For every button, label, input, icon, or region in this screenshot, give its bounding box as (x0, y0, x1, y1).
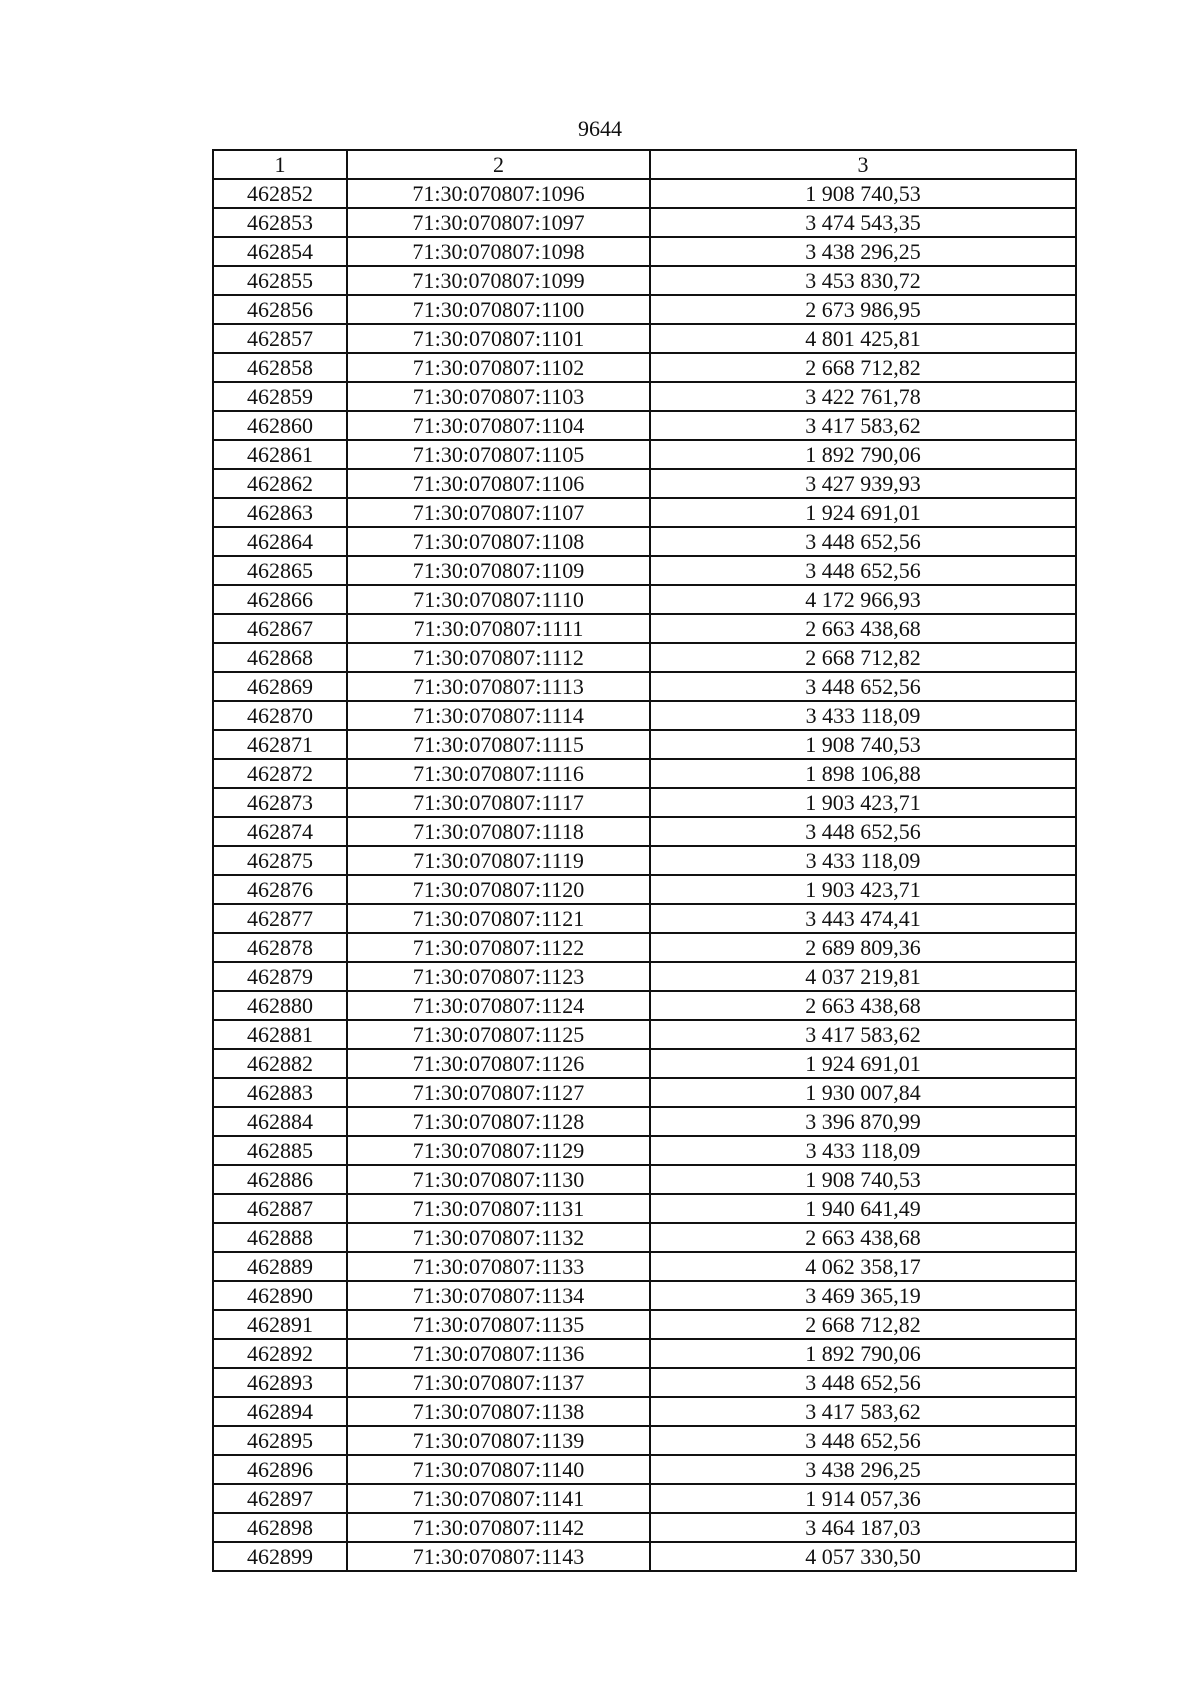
cell-row-number: 462876 (213, 875, 347, 904)
cell-cadastral-value: 1 898 106,88 (650, 759, 1076, 788)
cell-row-number: 462860 (213, 411, 347, 440)
table-row (213, 846, 1076, 875)
cell-row-number: 462884 (213, 1107, 347, 1136)
cell-row-number: 462864 (213, 527, 347, 556)
cell-cadastral-number: 71:30:070807:1113 (347, 672, 650, 701)
table-row (213, 1165, 1076, 1194)
cell-cadastral-value: 1 903 423,71 (650, 788, 1076, 817)
cell-cadastral-value: 3 448 652,56 (650, 1368, 1076, 1397)
cell-row-number: 462891 (213, 1310, 347, 1339)
cell-cadastral-number: 71:30:070807:1135 (347, 1310, 650, 1339)
cell-cadastral-value: 2 673 986,95 (650, 295, 1076, 324)
cell-cadastral-value: 2 668 712,82 (650, 643, 1076, 672)
cell-cadastral-number: 71:30:070807:1109 (347, 556, 650, 585)
cell-cadastral-number: 71:30:070807:1134 (347, 1281, 650, 1310)
table-row (213, 1107, 1076, 1136)
cell-cadastral-number: 71:30:070807:1103 (347, 382, 650, 411)
cell-cadastral-value: 1 940 641,49 (650, 1194, 1076, 1223)
cell-cadastral-value: 1 908 740,53 (650, 179, 1076, 208)
table-row (213, 1049, 1076, 1078)
cell-cadastral-number: 71:30:070807:1124 (347, 991, 650, 1020)
cell-cadastral-value: 3 433 118,09 (650, 1136, 1076, 1165)
cell-row-number: 462854 (213, 237, 347, 266)
cell-cadastral-number: 71:30:070807:1104 (347, 411, 650, 440)
table-row (213, 324, 1076, 353)
cell-cadastral-number: 71:30:070807:1098 (347, 237, 650, 266)
table-body (213, 179, 1076, 1571)
table-row (213, 1426, 1076, 1455)
cell-cadastral-value: 2 663 438,68 (650, 1223, 1076, 1252)
cell-cadastral-number: 71:30:070807:1136 (347, 1339, 650, 1368)
cell-cadastral-number: 71:30:070807:1128 (347, 1107, 650, 1136)
cell-row-number: 462870 (213, 701, 347, 730)
table-row (213, 1368, 1076, 1397)
cell-cadastral-number: 71:30:070807:1125 (347, 1020, 650, 1049)
table-row (213, 1455, 1076, 1484)
cell-cadastral-number: 71:30:070807:1107 (347, 498, 650, 527)
cell-row-number: 462887 (213, 1194, 347, 1223)
cell-row-number: 462897 (213, 1484, 347, 1513)
cell-cadastral-number: 71:30:070807:1111 (347, 614, 650, 643)
table-row (213, 933, 1076, 962)
cell-cadastral-value: 1 924 691,01 (650, 1049, 1076, 1078)
cell-cadastral-number: 71:30:070807:1108 (347, 527, 650, 556)
table-row (213, 1252, 1076, 1281)
cell-row-number: 462878 (213, 933, 347, 962)
cadastral-value-table (212, 149, 1077, 1572)
cell-cadastral-value: 4 057 330,50 (650, 1542, 1076, 1571)
table-row (213, 1078, 1076, 1107)
cell-cadastral-number: 71:30:070807:1120 (347, 875, 650, 904)
cell-cadastral-value: 2 668 712,82 (650, 353, 1076, 382)
table-row (213, 788, 1076, 817)
cell-row-number: 462866 (213, 585, 347, 614)
cell-cadastral-value: 3 438 296,25 (650, 237, 1076, 266)
table-row (213, 498, 1076, 527)
column-header-cadastral-number: 2 (347, 150, 650, 179)
cell-cadastral-number: 71:30:070807:1139 (347, 1426, 650, 1455)
cell-row-number: 462867 (213, 614, 347, 643)
cell-cadastral-number: 71:30:070807:1101 (347, 324, 650, 353)
table-row (213, 904, 1076, 933)
cell-cadastral-number: 71:30:070807:1127 (347, 1078, 650, 1107)
table-row (213, 817, 1076, 846)
table-row (213, 759, 1076, 788)
cell-cadastral-value: 3 453 830,72 (650, 266, 1076, 295)
cell-cadastral-value: 2 668 712,82 (650, 1310, 1076, 1339)
cell-row-number: 462885 (213, 1136, 347, 1165)
cell-cadastral-value: 3 427 939,93 (650, 469, 1076, 498)
table-row (213, 701, 1076, 730)
cell-cadastral-number: 71:30:070807:1123 (347, 962, 650, 991)
table-row (213, 875, 1076, 904)
cell-cadastral-number: 71:30:070807:1142 (347, 1513, 650, 1542)
cell-cadastral-value: 1 914 057,36 (650, 1484, 1076, 1513)
table-header-row (213, 150, 1076, 179)
cell-cadastral-value: 3 448 652,56 (650, 527, 1076, 556)
table-row (213, 440, 1076, 469)
cell-row-number: 462889 (213, 1252, 347, 1281)
cell-row-number: 462888 (213, 1223, 347, 1252)
cell-cadastral-value: 3 448 652,56 (650, 817, 1076, 846)
cell-cadastral-value: 2 663 438,68 (650, 614, 1076, 643)
cell-row-number: 462872 (213, 759, 347, 788)
table-row (213, 585, 1076, 614)
table-row (213, 382, 1076, 411)
cell-cadastral-number: 71:30:070807:1106 (347, 469, 650, 498)
cell-row-number: 462881 (213, 1020, 347, 1049)
cell-cadastral-number: 71:30:070807:1137 (347, 1368, 650, 1397)
cell-cadastral-number: 71:30:070807:1116 (347, 759, 650, 788)
cell-row-number: 462853 (213, 208, 347, 237)
table-row (213, 991, 1076, 1020)
cell-cadastral-number: 71:30:070807:1118 (347, 817, 650, 846)
cell-cadastral-number: 71:30:070807:1130 (347, 1165, 650, 1194)
cell-cadastral-value: 4 037 219,81 (650, 962, 1076, 991)
table-row (213, 266, 1076, 295)
cell-cadastral-value: 1 892 790,06 (650, 440, 1076, 469)
cell-cadastral-value: 3 474 543,35 (650, 208, 1076, 237)
cell-cadastral-value: 3 396 870,99 (650, 1107, 1076, 1136)
cell-row-number: 462890 (213, 1281, 347, 1310)
table-row (213, 1223, 1076, 1252)
cell-row-number: 462855 (213, 266, 347, 295)
cell-cadastral-value: 3 417 583,62 (650, 1020, 1076, 1049)
table-row (213, 237, 1076, 266)
table-row (213, 962, 1076, 991)
cell-row-number: 462896 (213, 1455, 347, 1484)
cell-cadastral-number: 71:30:070807:1140 (347, 1455, 650, 1484)
table-row (213, 179, 1076, 208)
table-row (213, 353, 1076, 382)
cell-cadastral-value: 3 417 583,62 (650, 1397, 1076, 1426)
cell-row-number: 462862 (213, 469, 347, 498)
table-row (213, 643, 1076, 672)
table-row (213, 672, 1076, 701)
cell-row-number: 462871 (213, 730, 347, 759)
cell-cadastral-number: 71:30:070807:1112 (347, 643, 650, 672)
cell-cadastral-number: 71:30:070807:1097 (347, 208, 650, 237)
table-row (213, 295, 1076, 324)
table-row (213, 556, 1076, 585)
cell-cadastral-number: 71:30:070807:1129 (347, 1136, 650, 1165)
cell-cadastral-value: 1 908 740,53 (650, 730, 1076, 759)
table-row (213, 1136, 1076, 1165)
cell-row-number: 462874 (213, 817, 347, 846)
cell-cadastral-number: 71:30:070807:1121 (347, 904, 650, 933)
cell-row-number: 462892 (213, 1339, 347, 1368)
cell-row-number: 462883 (213, 1078, 347, 1107)
cell-cadastral-value: 4 062 358,17 (650, 1252, 1076, 1281)
cell-row-number: 462868 (213, 643, 347, 672)
cell-row-number: 462865 (213, 556, 347, 585)
cell-cadastral-value: 1 908 740,53 (650, 1165, 1076, 1194)
cell-row-number: 462898 (213, 1513, 347, 1542)
cell-row-number: 462882 (213, 1049, 347, 1078)
cell-cadastral-value: 3 464 187,03 (650, 1513, 1076, 1542)
cell-cadastral-value: 3 443 474,41 (650, 904, 1076, 933)
table-row (213, 1310, 1076, 1339)
cell-row-number: 462899 (213, 1542, 347, 1571)
cell-cadastral-number: 71:30:070807:1126 (347, 1049, 650, 1078)
cell-cadastral-value: 3 438 296,25 (650, 1455, 1076, 1484)
cell-cadastral-number: 71:30:070807:1122 (347, 933, 650, 962)
cell-cadastral-value: 1 924 691,01 (650, 498, 1076, 527)
cell-cadastral-number: 71:30:070807:1099 (347, 266, 650, 295)
cell-cadastral-number: 71:30:070807:1110 (347, 585, 650, 614)
cell-cadastral-value: 2 663 438,68 (650, 991, 1076, 1020)
cell-cadastral-number: 71:30:070807:1131 (347, 1194, 650, 1223)
table-row (213, 1020, 1076, 1049)
cell-cadastral-number: 71:30:070807:1102 (347, 353, 650, 382)
cell-row-number: 462895 (213, 1426, 347, 1455)
cell-row-number: 462856 (213, 295, 347, 324)
column-header-value: 3 (650, 150, 1076, 179)
cell-cadastral-value: 1 903 423,71 (650, 875, 1076, 904)
table-row (213, 1281, 1076, 1310)
cell-cadastral-number: 71:30:070807:1143 (347, 1542, 650, 1571)
cell-cadastral-number: 71:30:070807:1138 (347, 1397, 650, 1426)
table-row (213, 730, 1076, 759)
cell-row-number: 462858 (213, 353, 347, 382)
table-row (213, 1339, 1076, 1368)
cell-row-number: 462861 (213, 440, 347, 469)
cell-row-number: 462869 (213, 672, 347, 701)
table-row (213, 1397, 1076, 1426)
cell-cadastral-value: 1 930 007,84 (650, 1078, 1076, 1107)
cell-row-number: 462857 (213, 324, 347, 353)
table-row (213, 411, 1076, 440)
cell-cadastral-number: 71:30:070807:1100 (347, 295, 650, 324)
cell-cadastral-value: 3 433 118,09 (650, 846, 1076, 875)
cell-row-number: 462879 (213, 962, 347, 991)
cell-row-number: 462875 (213, 846, 347, 875)
cell-cadastral-value: 3 448 652,56 (650, 1426, 1076, 1455)
table-row (213, 1484, 1076, 1513)
cell-cadastral-number: 71:30:070807:1141 (347, 1484, 650, 1513)
cell-row-number: 462877 (213, 904, 347, 933)
cell-cadastral-number: 71:30:070807:1114 (347, 701, 650, 730)
table-row (213, 614, 1076, 643)
table-row (213, 469, 1076, 498)
table-row (213, 1542, 1076, 1571)
cell-row-number: 462880 (213, 991, 347, 1020)
cell-row-number: 462859 (213, 382, 347, 411)
cell-cadastral-number: 71:30:070807:1119 (347, 846, 650, 875)
cell-cadastral-value: 1 892 790,06 (650, 1339, 1076, 1368)
cell-cadastral-value: 4 172 966,93 (650, 585, 1076, 614)
cell-cadastral-value: 3 469 365,19 (650, 1281, 1076, 1310)
cell-cadastral-number: 71:30:070807:1115 (347, 730, 650, 759)
cell-cadastral-number: 71:30:070807:1096 (347, 179, 650, 208)
cell-cadastral-number: 71:30:070807:1117 (347, 788, 650, 817)
cell-row-number: 462886 (213, 1165, 347, 1194)
cell-cadastral-number: 71:30:070807:1105 (347, 440, 650, 469)
cell-cadastral-value: 3 433 118,09 (650, 701, 1076, 730)
cell-row-number: 462873 (213, 788, 347, 817)
cell-cadastral-value: 3 422 761,78 (650, 382, 1076, 411)
cell-cadastral-value: 4 801 425,81 (650, 324, 1076, 353)
cell-cadastral-number: 71:30:070807:1133 (347, 1252, 650, 1281)
table-row (213, 1513, 1076, 1542)
cell-row-number: 462863 (213, 498, 347, 527)
table-row (213, 1194, 1076, 1223)
cell-row-number: 462893 (213, 1368, 347, 1397)
cell-cadastral-value: 3 448 652,56 (650, 672, 1076, 701)
cell-cadastral-value: 3 448 652,56 (650, 556, 1076, 585)
cell-cadastral-value: 2 689 809,36 (650, 933, 1076, 962)
page-number: 9644 (578, 116, 622, 141)
column-header-number: 1 (213, 150, 347, 179)
table-row (213, 208, 1076, 237)
cell-row-number: 462894 (213, 1397, 347, 1426)
cell-row-number: 462852 (213, 179, 347, 208)
cell-cadastral-number: 71:30:070807:1132 (347, 1223, 650, 1252)
table-row (213, 527, 1076, 556)
cell-cadastral-value: 3 417 583,62 (650, 411, 1076, 440)
